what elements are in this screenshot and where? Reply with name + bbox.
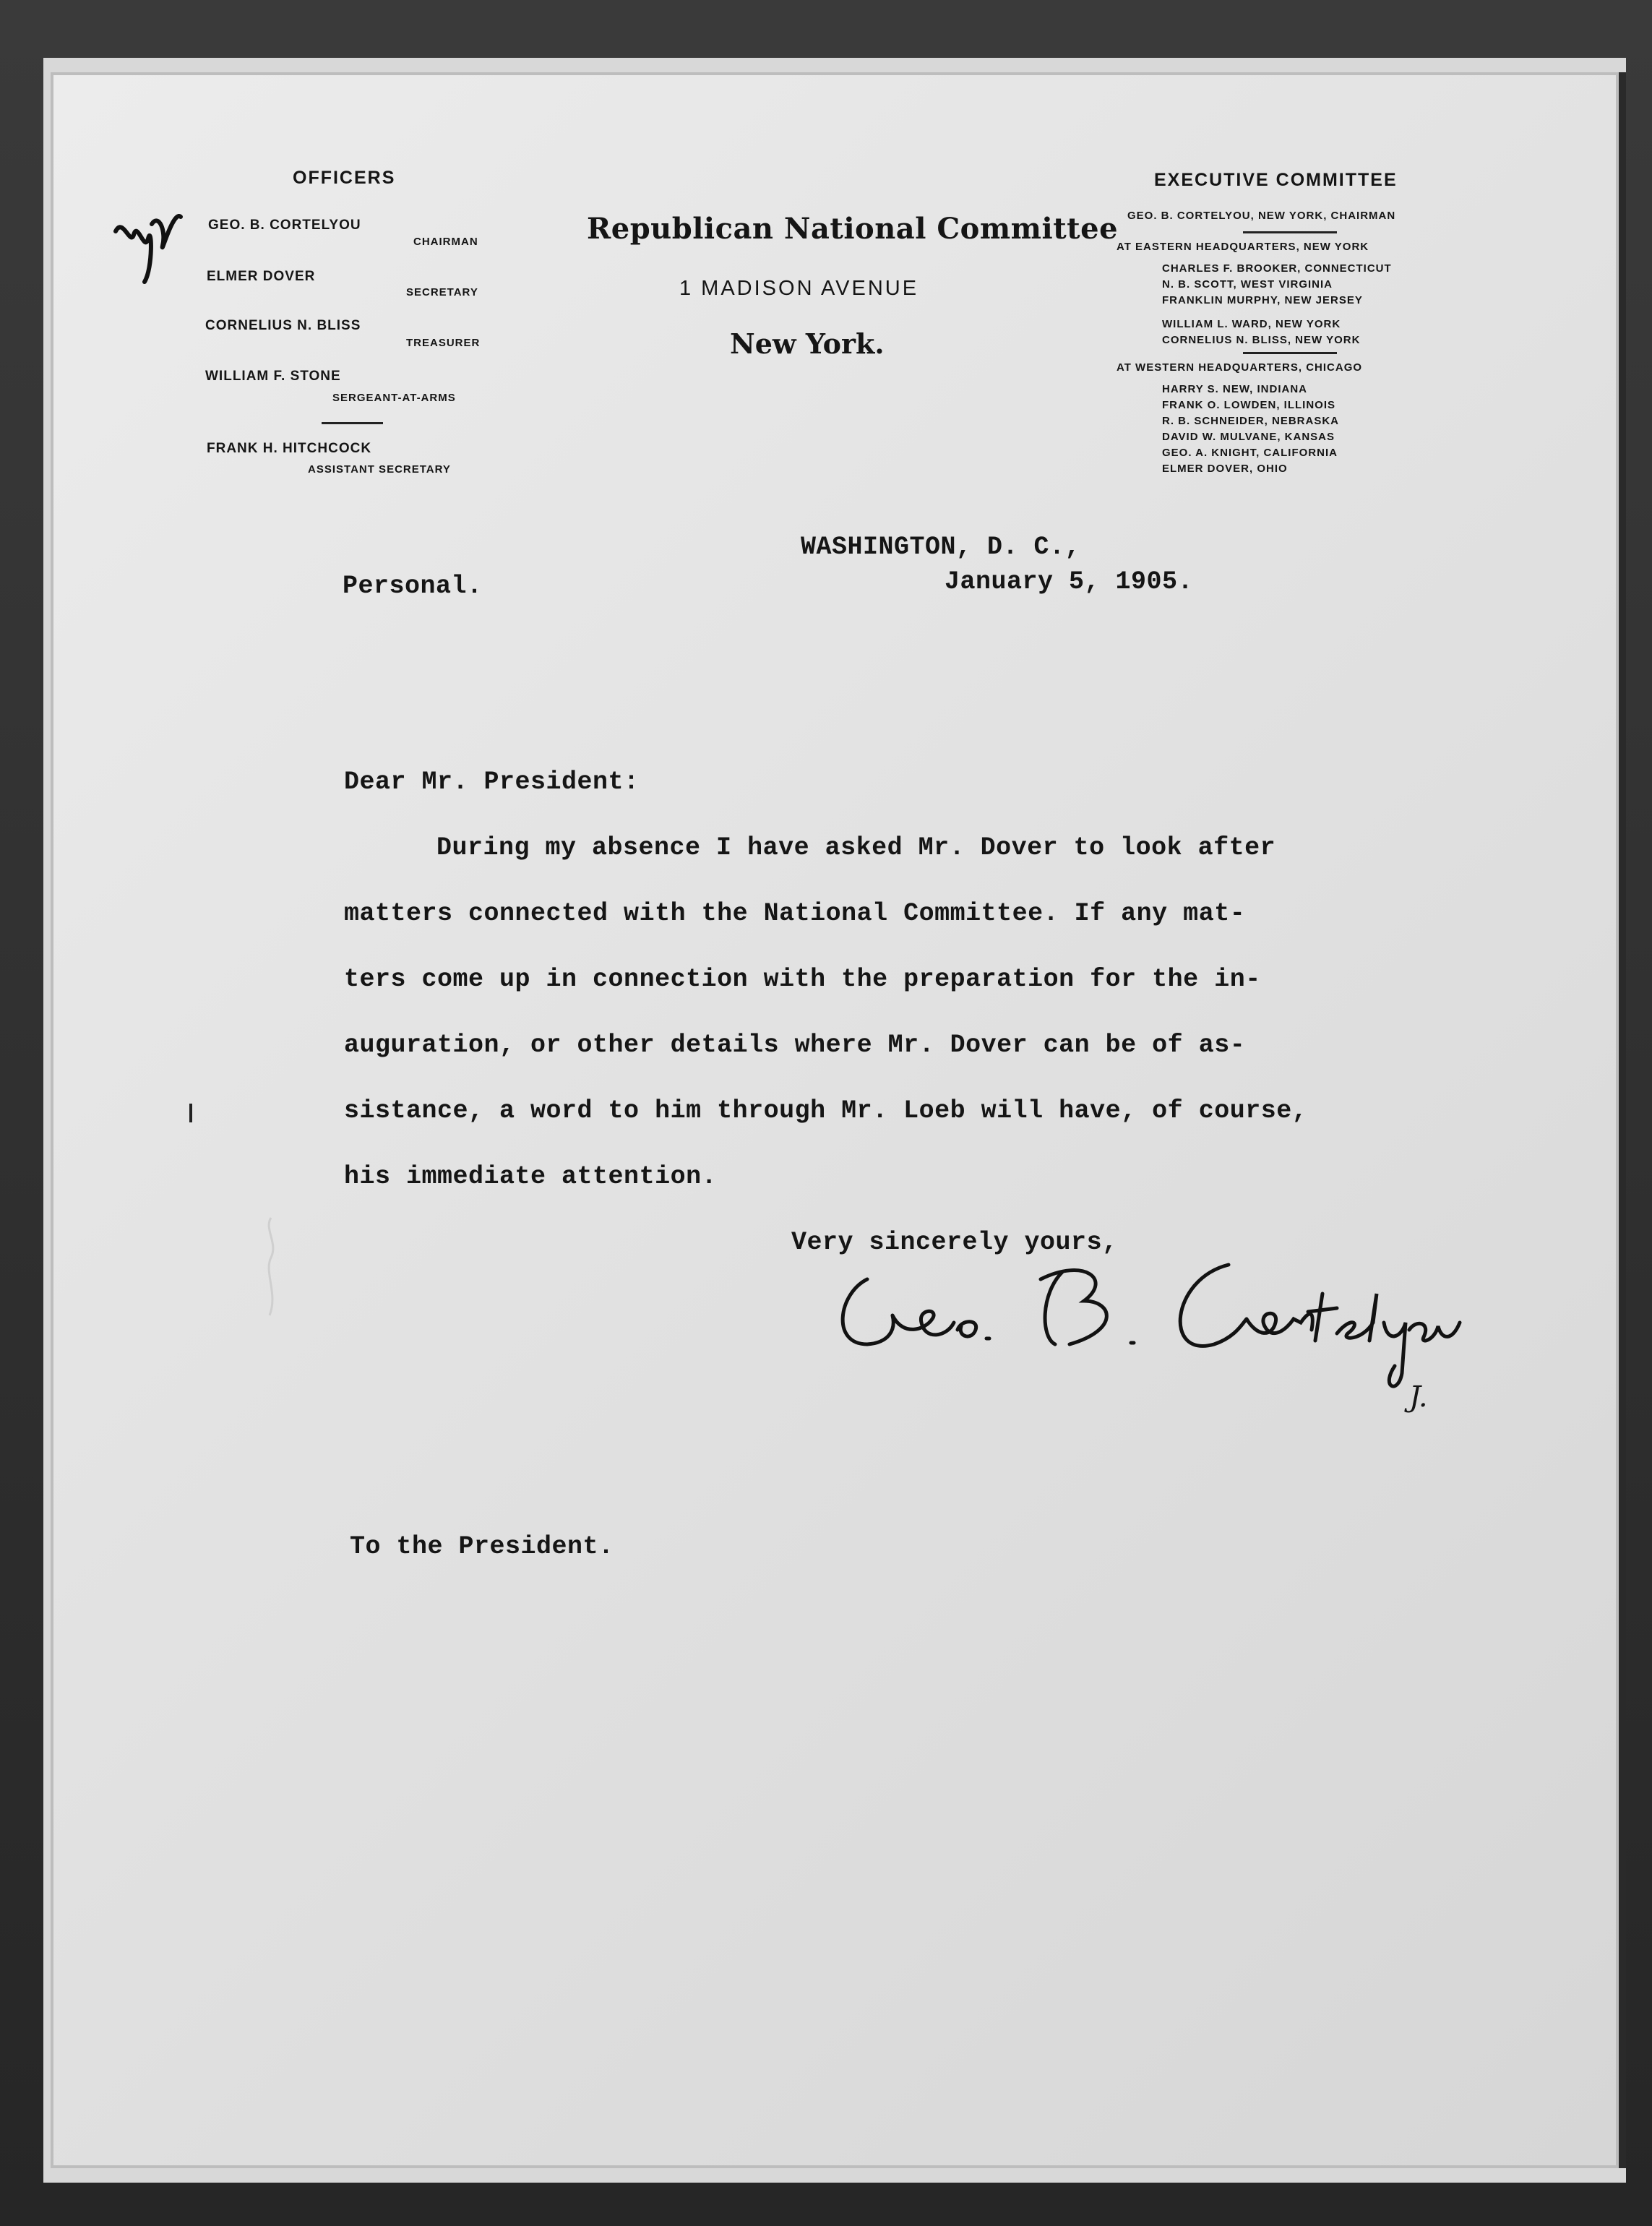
western-member: ELMER DOVER, OHIO (1162, 463, 1288, 475)
officer-role: SECRETARY (406, 286, 478, 298)
addressee-line: To the President. (350, 1532, 614, 1561)
eastern-member: CORNELIUS N. BLISS, NEW YORK (1162, 334, 1361, 346)
dateline-place: WASHINGTON, D. C., (801, 533, 1081, 562)
western-member: GEO. A. KNIGHT, CALIFORNIA (1162, 447, 1338, 459)
officer-role: TREASURER (406, 337, 481, 349)
western-heading: AT WESTERN HEADQUARTERS, CHICAGO (1117, 361, 1363, 374)
personal-marking: Personal. (343, 572, 483, 601)
officer-name: WILLIAM F. STONE (205, 369, 341, 384)
western-member: FRANK O. LOWDEN, ILLINOIS (1162, 399, 1335, 411)
committee-city: New York. (730, 327, 885, 360)
officer-role: SERGEANT-AT-ARMS (332, 392, 456, 404)
western-member: HARRY S. NEW, INDIANA (1162, 383, 1308, 395)
eastern-heading: AT EASTERN HEADQUARTERS, NEW YORK (1117, 241, 1369, 253)
handwritten-signature (824, 1250, 1474, 1409)
margin-mark (257, 1214, 285, 1323)
eastern-member: CHARLES F. BROOKER, CONNECTICUT (1162, 262, 1392, 275)
eastern-member: WILLIAM L. WARD, NEW YORK (1162, 318, 1341, 330)
complimentary-close: Very sincerely yours, (791, 1228, 1118, 1257)
dateline-date: January 5, 1905. (945, 567, 1194, 596)
officer-role: ASSISTANT SECRETARY (308, 463, 451, 476)
eastern-member: FRANKLIN MURPHY, NEW JERSEY (1162, 294, 1363, 306)
body-line: auguration, or other details where Mr. Dover can be of as- (344, 1031, 1246, 1060)
signature-initial: J. (1409, 1380, 1428, 1414)
executive-chairman: GEO. B. CORTELYOU, NEW YORK, CHAIRMAN (1127, 210, 1396, 222)
margin-tick (186, 1102, 195, 1124)
eastern-member: N. B. SCOTT, WEST VIRGINIA (1162, 278, 1333, 291)
executive-divider (1243, 231, 1337, 233)
western-member: R. B. SCHNEIDER, NEBRASKA (1162, 415, 1340, 427)
body-line: matters connected with the National Committee. If any mat- (344, 899, 1246, 928)
body-line: sistance, a word to him through Mr. Loeb will have, of course, (344, 1096, 1308, 1125)
handwritten-monogram (108, 202, 188, 296)
salutation: Dear Mr. President: (344, 768, 640, 796)
committee-title: Republican National Committee (587, 212, 1119, 246)
officer-name: ELMER DOVER (207, 269, 316, 284)
officers-heading: OFFICERS (293, 168, 396, 188)
body-line: During my absence I have asked Mr. Dover to look after (436, 833, 1276, 862)
executive-divider (1243, 352, 1337, 354)
committee-address: 1 MADISON AVENUE (679, 277, 919, 300)
officer-name: FRANK H. HITCHCOCK (207, 441, 372, 456)
body-line: ters come up in connection with the preparation for the in- (344, 965, 1261, 994)
executive-committee-heading: EXECUTIVE COMMITTEE (1154, 170, 1398, 190)
officer-role: CHAIRMAN (413, 236, 478, 248)
officer-name: CORNELIUS N. BLISS (205, 318, 361, 333)
officer-name: GEO. B. CORTELYOU (208, 218, 361, 233)
officer-divider (322, 422, 383, 424)
western-member: DAVID W. MULVANE, KANSAS (1162, 431, 1335, 443)
body-line: his immediate attention. (344, 1162, 718, 1191)
